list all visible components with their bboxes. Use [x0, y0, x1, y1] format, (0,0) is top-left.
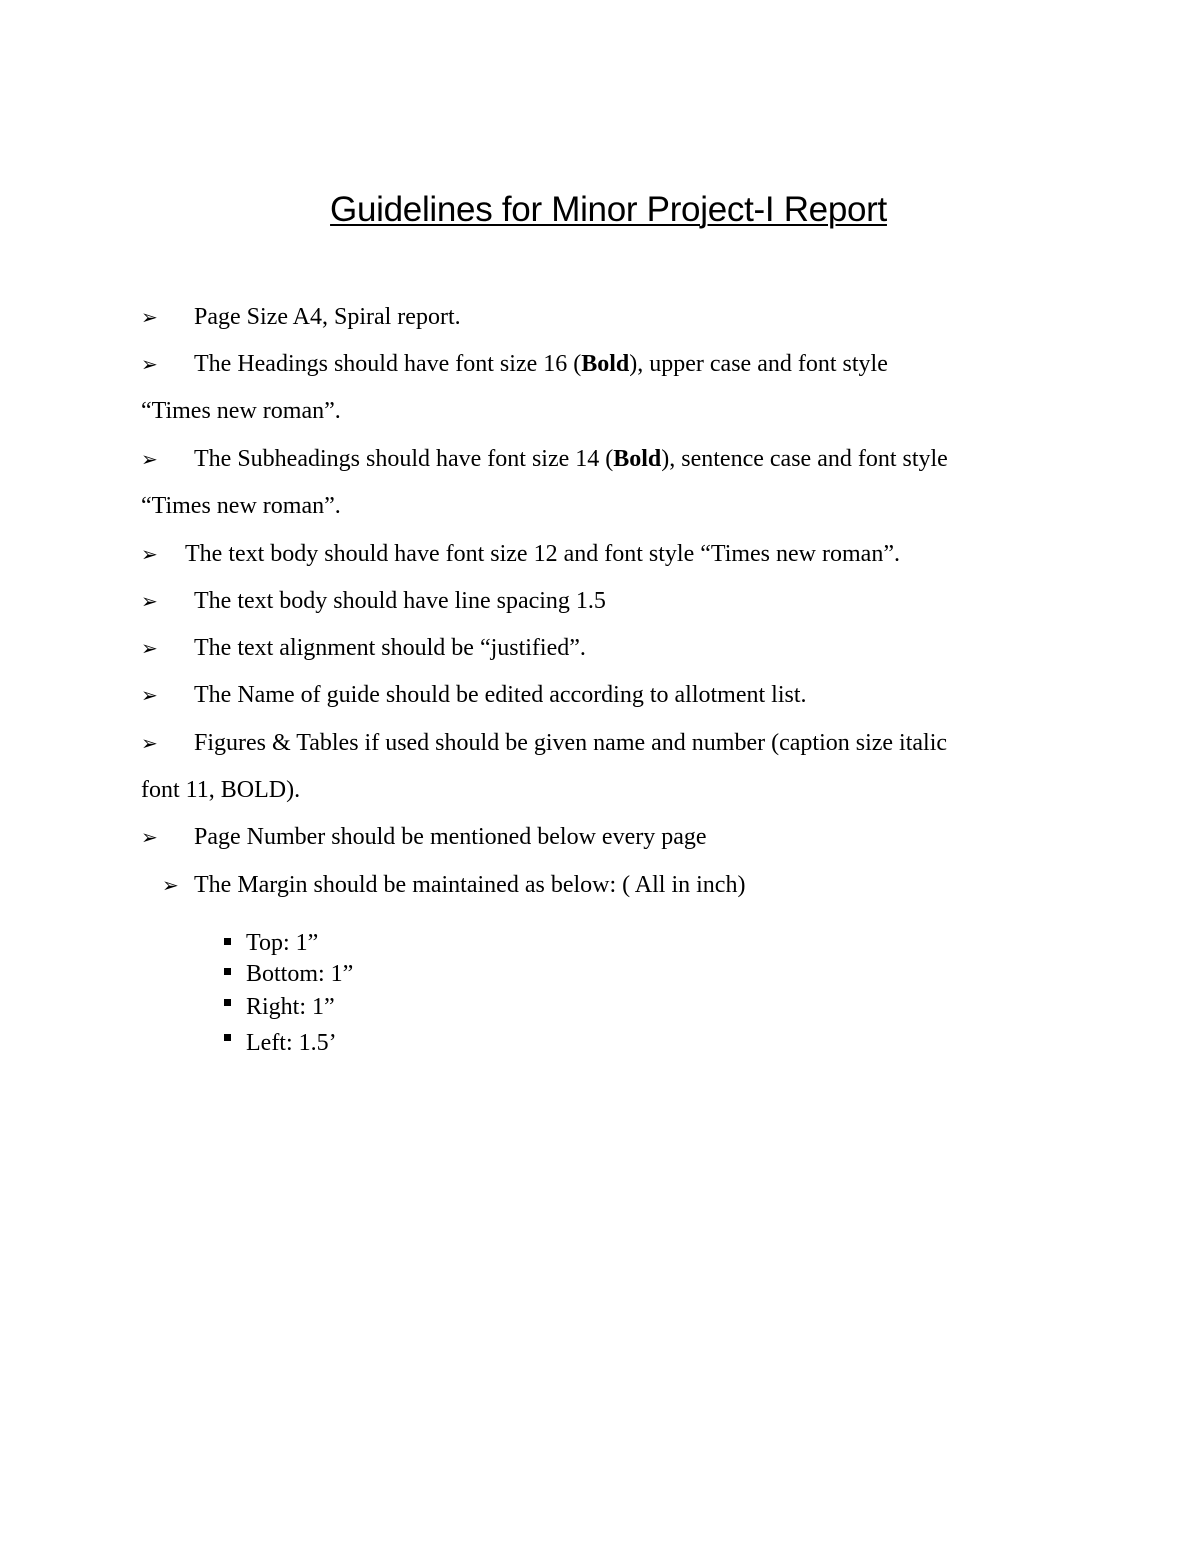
- guideline-item-headings-continuation: “Times new roman”.: [141, 398, 341, 424]
- arrow-bullet-icon: ➢: [141, 731, 158, 755]
- arrow-bullet-icon: ➢: [141, 825, 158, 849]
- guideline-item-figures-tables: Figures & Tables if used should be given name and number (caption size italic: [194, 730, 948, 756]
- arrow-bullet-icon: ➢: [141, 589, 158, 613]
- margin-item-left: Left: 1.5’: [246, 1030, 337, 1056]
- square-bullet-icon: [224, 999, 231, 1006]
- arrow-bullet-icon: ➢: [141, 352, 158, 376]
- square-bullet-icon: [224, 938, 231, 945]
- guideline-item-text-body-font: The text body should have font size 12 and font style “Times new roman”.: [185, 541, 900, 567]
- square-bullet-icon: [224, 968, 231, 975]
- item-text: The Subheadings should have font size 14 (: [194, 446, 614, 472]
- margin-item-top: Top: 1”: [246, 930, 319, 956]
- arrow-bullet-icon: ➢: [141, 305, 158, 329]
- guideline-item-alignment: The text alignment should be “justified”.: [194, 635, 586, 661]
- guideline-item-subheadings: [194, 444, 948, 474]
- guideline-item-page-size: Page Size A4, Spiral report.: [194, 304, 461, 330]
- item-text: ), sentence case and font style: [661, 446, 948, 472]
- margin-item-right: Right: 1”: [246, 994, 335, 1020]
- guideline-item-headings: [194, 349, 888, 379]
- arrow-bullet-icon: ➢: [141, 636, 158, 660]
- item-text: The Headings should have font size 16 (: [194, 351, 582, 377]
- guideline-item-subheadings-continuation: “Times new roman”.: [141, 493, 341, 519]
- item-bold-text: Bold: [613, 446, 662, 472]
- item-text: ), upper case and font style: [629, 351, 888, 377]
- guideline-item-margin: The Margin should be maintained as below: ( All in inch): [194, 872, 746, 898]
- guideline-item-guide-name: The Name of guide should be edited according to allotment list.: [194, 682, 807, 708]
- item-bold-text: Bold: [581, 351, 630, 377]
- margin-item-bottom: Bottom: 1”: [246, 961, 354, 987]
- arrow-bullet-icon: ➢: [141, 447, 158, 471]
- guideline-item-figures-tables-continuation: font 11, BOLD).: [141, 777, 301, 803]
- guideline-item-page-number: Page Number should be mentioned below every page: [194, 824, 707, 850]
- arrow-bullet-icon: ➢: [141, 542, 158, 566]
- arrow-bullet-icon: ➢: [162, 873, 179, 897]
- square-bullet-icon: [224, 1034, 231, 1041]
- page-title: Guidelines for Minor Project-I Report: [330, 190, 887, 229]
- arrow-bullet-icon: ➢: [141, 683, 158, 707]
- guideline-item-line-spacing: The text body should have line spacing 1.5: [194, 588, 606, 614]
